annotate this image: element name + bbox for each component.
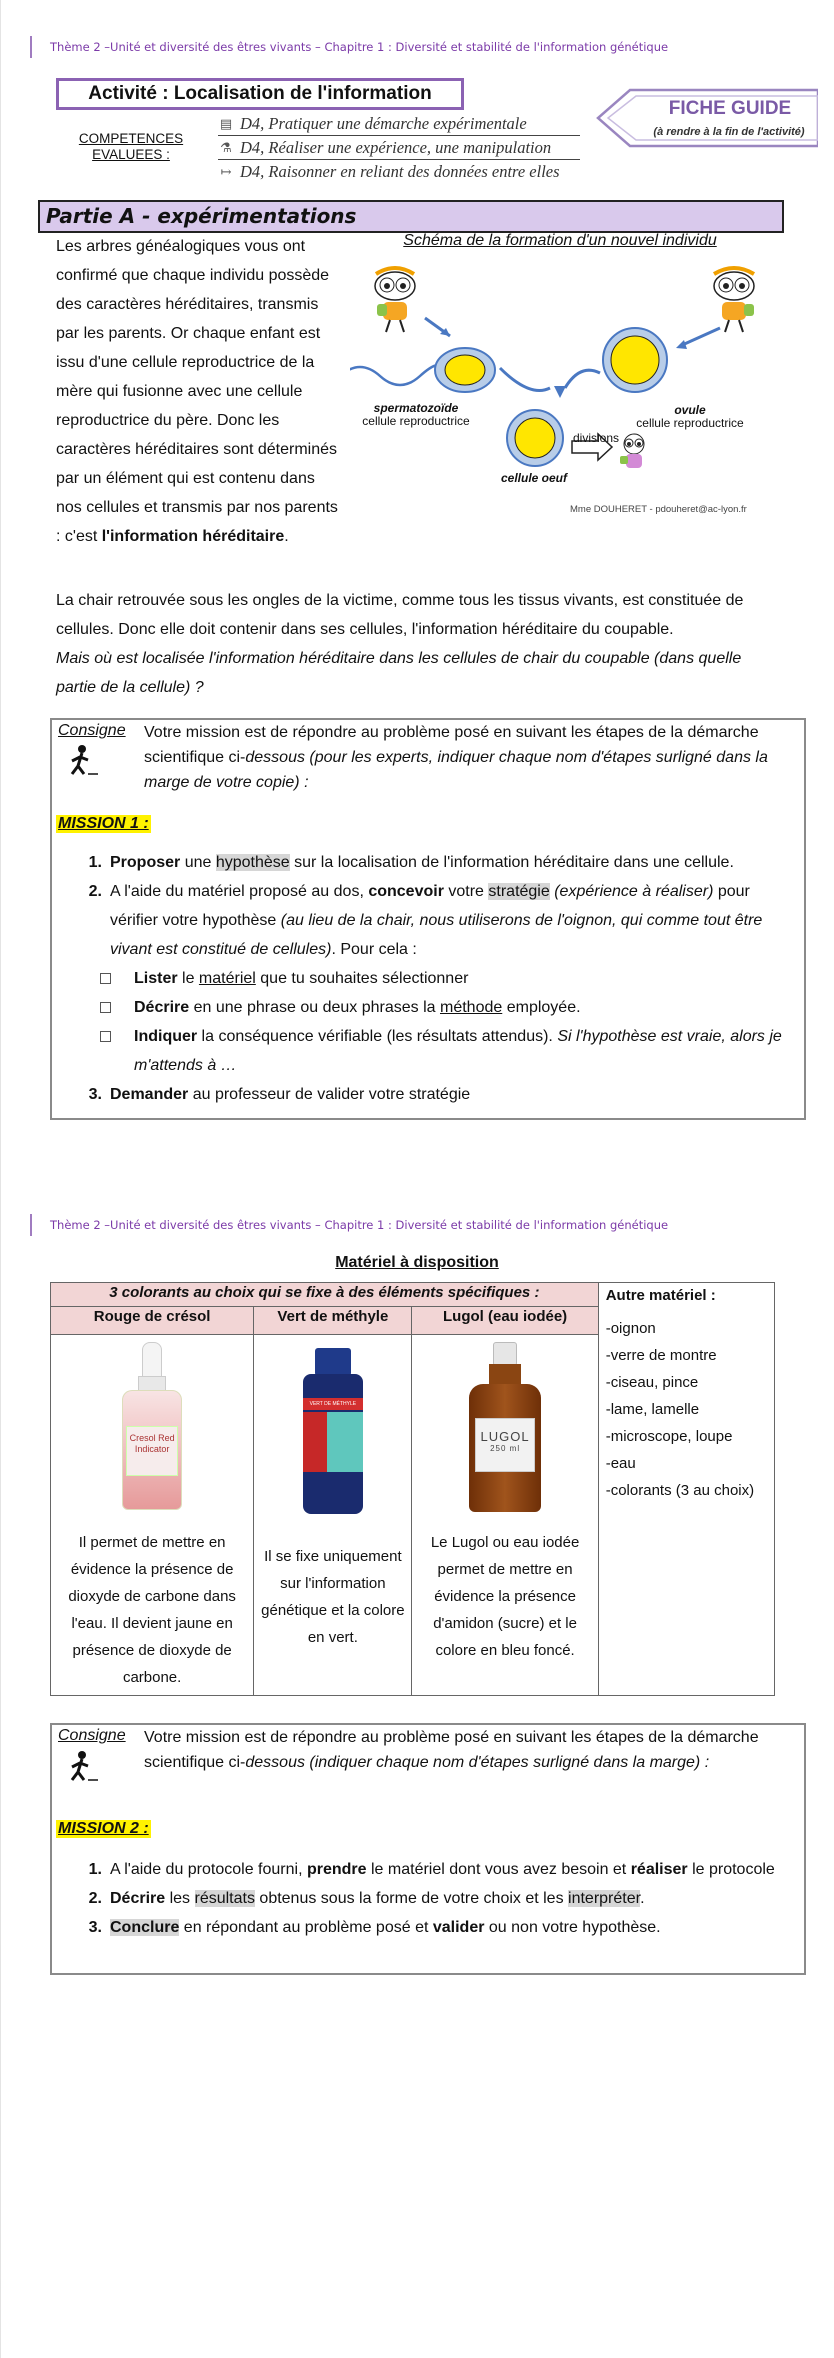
substep-verb: Décrire [134,999,190,1016]
step-number: 2. [88,883,102,900]
schema-credit: Mme DOUHERET - pdouheret@ac-lyon.fr [570,504,747,515]
ovule-label [620,404,760,430]
page-header: Thème 2 –Unité et diversité des êtres vivants – Chapitre 1 : Diversité et stabilité de l'information génétique [50,1218,669,1232]
walking-person-icon [66,1750,100,1786]
consigne-label: Consigne [58,722,126,739]
intro-paragraph [56,232,344,551]
sperm-name: spermatozoïde [373,401,459,415]
autre-item: -eau [605,1455,636,1472]
consigne-label: Consigne [58,1727,126,1744]
competence-item [218,160,580,184]
problem-question: Mais où est localisée l'information héréditaire dans les cellules de chair du coupable (dans quelle partie de la cellule) ? [56,650,742,696]
step-number: 3. [88,1086,102,1103]
autre-item: -lame, lamelle [605,1401,700,1418]
step-highlight: résultats [194,1890,255,1907]
substep-text: en une phrase ou deux phrases la [189,999,440,1016]
oeuf-label [494,472,574,485]
step-verb: valider [432,1919,485,1936]
consigne-text [144,1725,794,1775]
step-verb: Proposer [110,854,181,871]
colorant-name: Lugol (eau iodée) [412,1307,598,1335]
substep-text: la conséquence vérifiable (les résultats attendus). [197,1028,558,1045]
consigne-text [144,720,794,795]
cresol-bottle-cell [51,1335,254,1525]
ovule-name: ovule [674,403,706,417]
step-number: 3. [88,1919,102,1936]
methyl-label: VERT DE MÉTHYLE [303,1398,363,1410]
autre-item: -microscope, loupe [605,1428,733,1445]
autre-materiel-header: Autre matériel : [605,1287,716,1304]
autre-item: -ciseau, pince [605,1374,699,1391]
step-highlight: interpréter [568,1890,641,1907]
step-verb: concevoir [368,883,444,900]
ovule-sub: cellule reproductrice [636,416,744,430]
fiche-guide-badge [592,86,818,150]
colorant-description: Il permet de mettre en évidence la présence de dioxyde de carbone dans l'eau. Il devient jaune en présence de dioxyde de carbone. [51,1525,254,1696]
step-text: votre [443,883,489,900]
fiche-title: FICHE GUIDE [668,98,792,119]
step-verb: Conclure [110,1919,180,1936]
activity-title: Activité : Localisation de l'information [56,78,464,110]
mission-1-substep [76,1022,796,1080]
mission-2-step [76,1855,796,1884]
mission-1-steps [76,848,796,1109]
schema-title: Schéma de la formation d'un nouvel individu [403,232,717,249]
brain-icon: ↦ [220,164,232,179]
step-text: une [180,854,216,871]
materiel-table [50,1282,775,1696]
checkbox-square-icon [100,1002,111,1013]
step-text: A l'aide du protocole fourni, [110,1861,307,1878]
autre-materiel-cell [598,1283,774,1696]
intro-end: . [284,528,289,545]
mission-2-step [76,1884,796,1913]
mission-2-step [76,1913,796,1942]
microscope-icon: ⚗ [220,139,232,155]
substep-underline: méthode [440,999,503,1016]
colorant-description: Le Lugol ou eau iodée permet de mettre en évidence la présence d'amidon (sucre) et le colore en bleu foncé. [412,1525,598,1696]
step-verb: prendre [306,1861,367,1878]
methyl-bottle-cell [254,1335,412,1525]
step-italic: (expérience à réaliser) [549,883,714,900]
lugol-label: LUGOL [480,1428,530,1444]
mission-1-step [76,1080,796,1109]
step-text: . [640,1890,645,1907]
substep-text: employée. [502,999,581,1016]
mother-character-icon [714,268,754,332]
autre-item: -verre de montre [605,1347,717,1364]
substep-text: que tu souhaites sélectionner [255,970,469,987]
step-verb: réaliser [630,1861,688,1878]
step-number: 1. [88,1861,102,1878]
step-verb: Demander [110,1086,189,1103]
step-text: le protocole [687,1861,775,1878]
walking-person-icon [66,744,100,780]
oeuf-name: cellule oeuf [500,471,568,485]
beaker-icon: ▤ [219,115,233,131]
mission-1-substep [76,993,796,1022]
page-header: Thème 2 –Unité et diversité des êtres vivants – Chapitre 1 : Diversité et stabilité de l'information génétique [50,40,669,54]
step-number: 1. [88,854,102,871]
step-italic: (au lieu de la chair, nous utiliserons de l'oignon, qui comme tout être vivant est constitué de cellules) [110,912,763,958]
autre-item: -colorants (3 au choix) [605,1482,755,1499]
header-bar [30,36,32,58]
sperm-sub: cellule reproductrice [362,414,470,428]
part-a-title: Partie A - expérimentations [38,200,784,233]
step-text: le matériel dont vous avez besoin et [366,1861,631,1878]
step-text: A l'aide du matériel proposé au dos, [110,883,369,900]
substep-italic: Si l'hypothèse est vraie, alors je m'attends à … [134,1028,782,1074]
step-text: les [165,1890,195,1907]
step-text: pour vérifier votre hypothèse [110,883,750,929]
step-highlight: hypothèse [215,854,290,871]
cresol-bottle-icon [112,1342,192,1518]
colorant-name: Rouge de crésol [51,1307,254,1335]
father-character-icon [375,268,415,332]
autre-materiel-list [600,1307,773,1512]
step-text: . Pour cela : [331,941,417,958]
step-verb: Décrire [110,1890,166,1907]
consigne-text-b: dessous (indiquer chaque nom d'étapes surligné dans la marge) : [245,1754,710,1771]
mission-2-title: MISSION 2 : [58,1820,149,1837]
consigne-text-a: Votre mission est de répondre au problème posé en suivant les étapes de la démarche scientifique ci- [144,724,759,766]
step-text: en répondant au problème posé et [179,1919,433,1936]
step-highlight: stratégie [488,883,550,900]
substep-verb: Indiquer [134,1028,198,1045]
intro-text: Les arbres généalogiques vous ont confirmé que chaque individu possède des caractères héréditaires, transmis par les parents. Or chaque enfant est issu d'une cellule reproductrice de la mère qui fusionne avec une cellule reproductrice du père. Donc les caractères héréditaires sont déterminés par un élément qui est contenu dans nos cellules et transmis par nos parents : c'est [56,238,338,545]
colorant-name: Vert de méthyle [254,1307,412,1335]
colorants-header: 3 colorants au choix qui se fixe à des éléments spécifiques : [51,1283,599,1307]
egg-cell-icon [507,410,563,466]
checkbox-square-icon [100,1031,111,1042]
checkbox-square-icon [100,973,111,984]
mission-1-title: MISSION 1 : [58,815,149,832]
competence-text: D4, Raisonner en reliant des données entre elles [240,162,560,181]
mission-1-step [76,848,796,877]
competences-list [218,112,580,184]
header-bar [30,1214,32,1236]
lugol-bottle-icon [455,1342,555,1518]
mission-2-steps [76,1855,796,1942]
substep-underline: matériel [198,970,256,987]
consigne-text-a: Votre mission est de répondre au problème posé en suivant les étapes de la démarche scientifique ci- [144,1729,759,1771]
sperm-cell-icon [350,348,495,392]
substep-verb: Lister [134,970,178,987]
problem-text: La chair retrouvée sous les ongles de la victime, comme tous les tissus vivants, est constituée de cellules. Donc elle doit contenir dans ses cellules, l'information héréditaire du coupable. [56,592,744,638]
step-text: ou non votre hypothèse. [484,1919,661,1936]
step-text: sur la localisation de l'information héréditaire dans une cellule. [289,854,734,871]
methyl-green-bottle-icon [293,1342,373,1518]
lugol-volume: 250 ml [490,1443,521,1453]
competence-item [218,112,580,136]
materiel-title: Matériel à disposition [335,1254,499,1271]
competences-label: COMPETENCES EVALUEES : [78,131,184,162]
step-text: obtenus sous la forme de votre choix et les [254,1890,569,1907]
colorant-description: Il se fixe uniquement sur l'information génétique et la colore en vert. [254,1525,412,1696]
competence-text: D4, Réaliser une expérience, une manipulation [240,137,552,157]
intro-bold: l'information héréditaire [101,528,285,545]
lugol-bottle-cell [412,1335,598,1525]
fiche-subtitle: (à rendre à la fin de l'activité) [653,126,805,138]
step-number: 2. [88,1890,102,1907]
autre-item: -oignon [605,1320,656,1337]
step-text: au professeur de valider votre stratégie [188,1086,471,1103]
problem-paragraph [56,586,776,702]
cresol-label: Cresol Red Indicator [126,1426,178,1476]
competence-text: D4, Pratiquer une démarche expérimentale [240,113,527,133]
consigne-text-b: dessous (pour les experts, indiquer chaque nom d'étapes surligné dans la marge de votre copie) : [144,749,768,791]
ovule-cell-icon [603,328,667,392]
mission-1-step [76,877,796,964]
mission-1-substep [76,964,796,993]
fertilization-schema [350,258,770,498]
competence-item [218,136,580,160]
substep-text: le [177,970,199,987]
sperm-label [356,402,476,428]
divisions-text: divisions [572,431,620,445]
divisions-label [566,432,626,445]
